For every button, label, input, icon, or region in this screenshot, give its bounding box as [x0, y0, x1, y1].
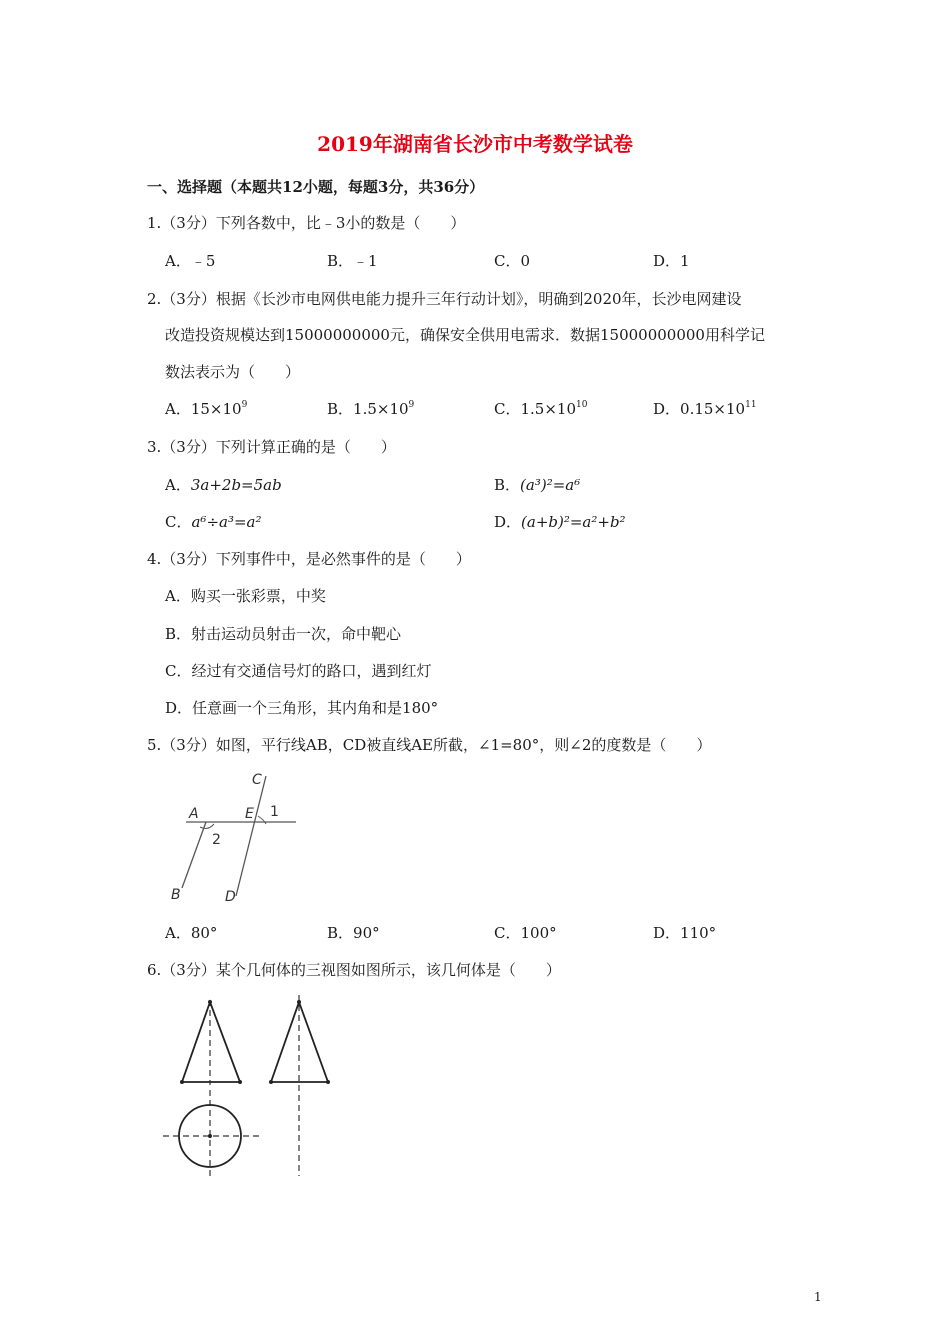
- q2-option-b: B．$1.5\times 10^9$: [327, 400, 415, 418]
- side-view-triangle: [269, 995, 330, 1176]
- q4-option-a: A．购买一张彩票，中奖: [165, 587, 326, 605]
- q3-option-a: A．3a+2b=5ab: [165, 476, 282, 494]
- label-d: D: [225, 889, 236, 905]
- q2-stem-line2: 改造投资规模达到15000000000元，确保安全供用电需求．数据15000000000用科学记: [165, 326, 765, 344]
- page-title: 2019年湖南省长沙市中考数学试卷: [317, 132, 633, 156]
- angle-2-arc: [200, 824, 214, 828]
- q5-option-a: A．80°: [165, 924, 218, 942]
- angle-1-arc: [258, 816, 266, 824]
- q1-stem: 1.（3分）下列各数中，比﹣3小的数是（ ）: [147, 214, 466, 232]
- q5-parallel-lines-figure: [160, 768, 310, 908]
- q4-stem: 4.（3分）下列事件中，是必然事件的是（ ）: [147, 550, 471, 568]
- label-c: C: [252, 772, 262, 788]
- q1-option-a: A．﹣5: [165, 252, 216, 270]
- label-e: E: [245, 806, 254, 822]
- q6-stem: 6.（3分）某个几何体的三视图如图所示，该几何体是（ ）: [147, 961, 561, 979]
- q2-option-d: D．$0.15\times 10^{11}$: [653, 400, 757, 418]
- q2-stem-line1: 2.（3分）根据《长沙市电网供电能力提升三年行动计划》，明确到2020年，长沙电网建设: [147, 290, 742, 308]
- q4-option-d: D．任意画一个三角形，其内角和是180°: [165, 699, 439, 717]
- q1-option-c: C．0: [494, 252, 531, 270]
- label-b: B: [171, 887, 181, 903]
- q2-option-c: C．$1.5\times 10^{10}$: [494, 400, 588, 418]
- q3-stem: 3.（3分）下列计算正确的是（ ）: [147, 438, 396, 456]
- label-1: 1: [270, 804, 279, 820]
- q4-option-b: B．射击运动员射击一次，命中靶心: [165, 625, 402, 643]
- q3-option-c: C．a⁶÷a³=a²: [165, 513, 262, 531]
- q5-option-d: D．110°: [653, 924, 717, 942]
- section-heading: 一、选择题（本题共12小题，每题3分，共36分）: [147, 178, 485, 196]
- q3-option-d: D．(a+b)²=a²+b²: [494, 513, 626, 531]
- q4-option-c: C．经过有交通信号灯的路口，遇到红灯: [165, 662, 432, 680]
- line-cd: [236, 776, 266, 896]
- q5-option-c: C．100°: [494, 924, 557, 942]
- label-2: 2: [212, 832, 221, 848]
- q3-option-b: B．(a³)²=a⁶: [494, 476, 581, 494]
- line-ab: [182, 822, 206, 888]
- q5-stem: 5.（3分）如图，平行线AB，CD被直线AE所截，∠1=80°，则∠2的度数是（ ）: [147, 736, 712, 754]
- top-view-circle: [163, 1090, 260, 1176]
- q5-option-b: B．90°: [327, 924, 380, 942]
- q6-three-views-figure: [160, 990, 350, 1182]
- label-a: A: [189, 806, 199, 822]
- page-number: 1: [814, 1290, 822, 1304]
- front-view-triangle: [180, 1000, 242, 1085]
- q2-option-a: A．$15\times 10^9$: [165, 400, 248, 418]
- q1-option-b: B．﹣1: [327, 252, 378, 270]
- q2-stem-line3: 数法表示为（ ）: [165, 363, 301, 381]
- q1-option-d: D．1: [653, 252, 690, 270]
